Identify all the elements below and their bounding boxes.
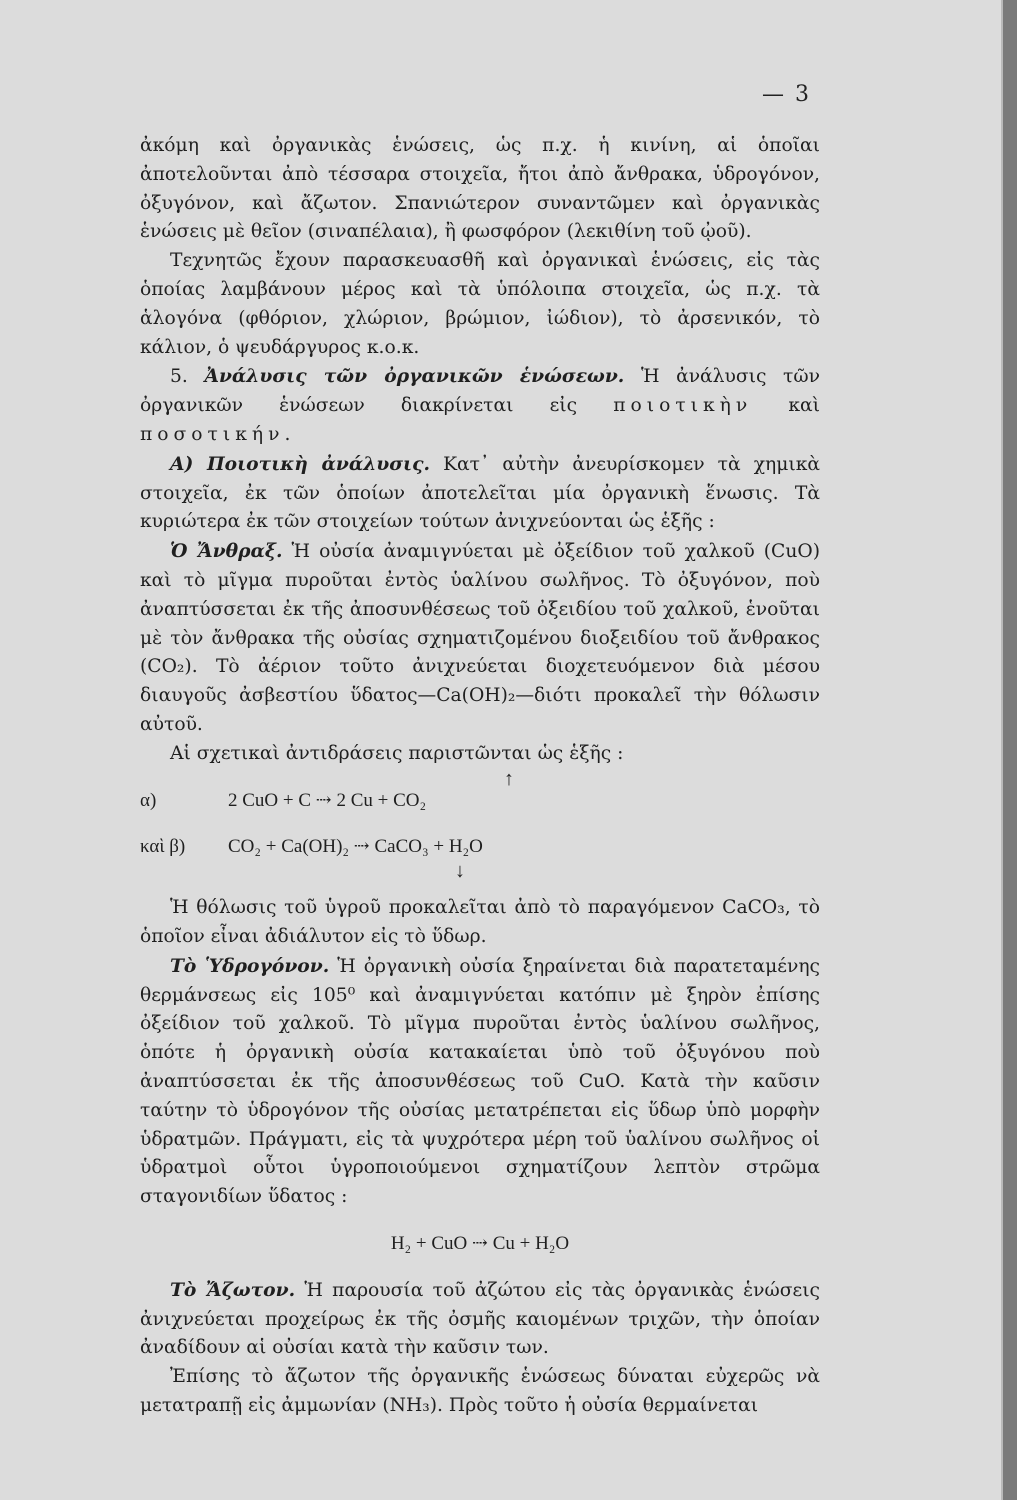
- reactions-intro: Αἱ σχετικαὶ ἀντιδράσεις παριστῶνται ὡς ἑξῆς :: [170, 742, 624, 764]
- precipitate-down-arrow-icon: ↓: [455, 860, 465, 883]
- page-number: — 3: [762, 82, 811, 107]
- section-5-and: καὶ: [788, 395, 820, 417]
- equation-beta: [140, 833, 820, 883]
- section-a-text: Κατ᾽ αὐτὴν ἀνευρίσκομεν τὰ χημικὰ στοιχεῖα, ἐκ τῶν ὁποίων ἀποτελεῖται μία ὀργανικὴ ἕνωσις. Τὰ κυριώτερα ἐκ τῶν στοιχείων τούτων ἀνιχνεύονται ὡς ἑξῆς :: [140, 453, 820, 533]
- carbon-text: Ἡ οὐσία ἀναμιγνύεται μὲ ὀξείδιον τοῦ χαλκοῦ (CuO) καὶ τὸ μῖγμα πυροῦται ἐντὸς ὑαλίνου σωλῆνος. Τὸ ὀξυγόνον, ποὺ ἀναπτύσσεται ἐκ τῆς ἀποσυνθέσεως τοῦ ὀξειδίου τοῦ χαλκοῦ, ἑνοῦται μὲ τὸν ἄνθρακα τῆς οὐσίας σχηματιζομένου διοξειδίου τοῦ ἄνθρακος (CO₂). Τὸ ἀέριον τοῦτο ἀνιχνεύεται διοχετευόμενον διὰ μέσου διαυγοῦς ἀσβεστίου ὕδατος—Ca(OH)₂—διότι προκαλεῖ τὴν θόλωσιν αὐτοῦ.: [140, 541, 821, 735]
- gas-up-arrow-icon: ↑: [504, 767, 514, 790]
- paragraph-organic-compounds: ἀκόμη καὶ ὀργανικὰς ἑνώσεις, ὡς π.χ. ἡ κινίνη, αἱ ὁποῖαι ἀποτελοῦνται ἀπὸ τέσσαρα στοιχεῖα, ἤτοι ἀπὸ ἄνθρακα, ὑδρογόνον, ὀξυγόνον, καὶ ἄζωτον. Σπανιώτερον συναντῶμεν καὶ ὀργανικὰς ἑνώσεις μὲ θεῖον (σιναπέλαια), ἢ φωσφόρον (λεκιθίνη τοῦ ᾠοῦ).: [140, 135, 820, 243]
- nitrogen-title: Τὸ Ἄζωτον.: [170, 1278, 296, 1301]
- equation-alpha-expression: 2 CuO + C ⇢ 2 Cu + CO₂: [228, 789, 427, 811]
- equation-beta-label: καὶ β): [140, 836, 186, 858]
- page-body: [140, 132, 820, 1421]
- section-a: [140, 450, 820, 537]
- section-5-text: Ἡ ἀνάλυσις τῶν ὀργανικῶν ἑνώσεων διακρίνεται εἰς: [140, 366, 820, 417]
- equation-alpha-label: α): [140, 789, 157, 811]
- section-a-title: Α) Ποιοτικὴ ἀνάλυσις.: [170, 452, 430, 475]
- equation-hydrogen: H₂ + CuO ⇢ Cu + H₂O: [390, 1232, 570, 1254]
- section-5: [140, 362, 820, 449]
- section-5-quantitative: ποσοτικήν.: [140, 423, 296, 445]
- nitrogen-paragraph: [140, 1276, 820, 1363]
- equation-alpha: [140, 767, 820, 816]
- carbon-paragraph: [140, 537, 820, 740]
- section-5-title: Ἀνάλυσις τῶν ὀργανικῶν ἑνώσεων.: [204, 365, 625, 388]
- nitrogen-text: Ἡ παρουσία τοῦ ἀζώτου εἰς τὰς ὀργανικὰς ἑνώσεις ἀνιχνεύεται προχείρως ἐκ τῆς ὀσμῆς καιομένων τριχῶν, τὴν ὁποίαν ἀναδίδουν αἱ οὐσίαι κατὰ τὴν καῦσιν των.: [140, 1279, 820, 1359]
- equation-beta-expression: CO₂ + Ca(OH)₂ ⇢ CaCO₃ + H₂O: [228, 836, 483, 858]
- section-5-number: 5.: [170, 366, 188, 388]
- hydrogen-title: Τὸ Ὑδρογόνον.: [170, 954, 330, 977]
- hydrogen-paragraph: [140, 952, 820, 1212]
- carbon-title: Ὁ Ἄνθραξ.: [170, 540, 283, 563]
- section-5-qualitative: ποιοτικὴν: [613, 395, 753, 417]
- turbidity-paragraph: Ἡ θόλωσις τοῦ ὑγροῦ προκαλεῖται ἀπὸ τὸ παραγόμενον CaCO₃, τὸ ὁποῖον εἶναι ἀδιάλυτον εἰς τὸ ὕδωρ.: [140, 897, 820, 947]
- ammonia-paragraph: Ἐπίσης τὸ ἄζωτον τῆς ὀργανικῆς ἑνώσεως δύναται εὐχερῶς νὰ μετατραπῇ εἰς ἀμμωνίαν (NH₃). Πρὸς τοῦτο ἡ οὐσία θερμαίνεται: [140, 1366, 820, 1417]
- paragraph-synthetic: Τεχνητῶς ἔχουν παρασκευασθῆ καὶ ὀργανικαὶ ἑνώσεις, εἰς τὰς ὁποίας λαμβάνουν μέρος καὶ τὰ ὑπόλοιπα στοιχεῖα, ὡς π.χ. τὰ ἁλογόνα (φθόριον, χλώριον, βρώμιον, ἰώδιον), τὸ ἀρσενικόν, τὸ κάλιον, ὁ ψευδάργυρος κ.ο.κ.: [140, 250, 820, 358]
- hydrogen-text: Ἡ ὀργανικὴ οὐσία ξηραίνεται διὰ παρατεταμένης θερμάνσεως εἰς 105⁰ καὶ ἀναμιγνύεται κατόπιν μὲ ξηρὸν ἐπίσης ὀξείδιον τοῦ χαλκοῦ. Τὸ μῖγμα πυροῦται ἐντὸς ὑαλίνου σωλῆνος, ὁπότε ἡ ὀργανικὴ οὐσία κατακαίεται ὑπὸ τοῦ ὀξυγόνου ποὺ ἀναπτύσσεται ἐκ τῆς ἀποσυνθέσεως τοῦ CuO. Κατὰ τὴν καῦσιν ταύτην τὸ ὑδρογόνον τῆς οὐσίας μετατρέπεται εἰς ὕδωρ ὑπὸ μορφὴν ὑδρατμῶν. Πράγματι, εἰς τὰ ψυχρότερα μέρη τοῦ ὑαλίνου σωλῆνος οἱ ὑδρατμοὶ οὗτοι ὑγροποιούμενοι σχηματίζουν λεπτὸν στρῶμα σταγονιδίων ὕδατος :: [140, 955, 820, 1208]
